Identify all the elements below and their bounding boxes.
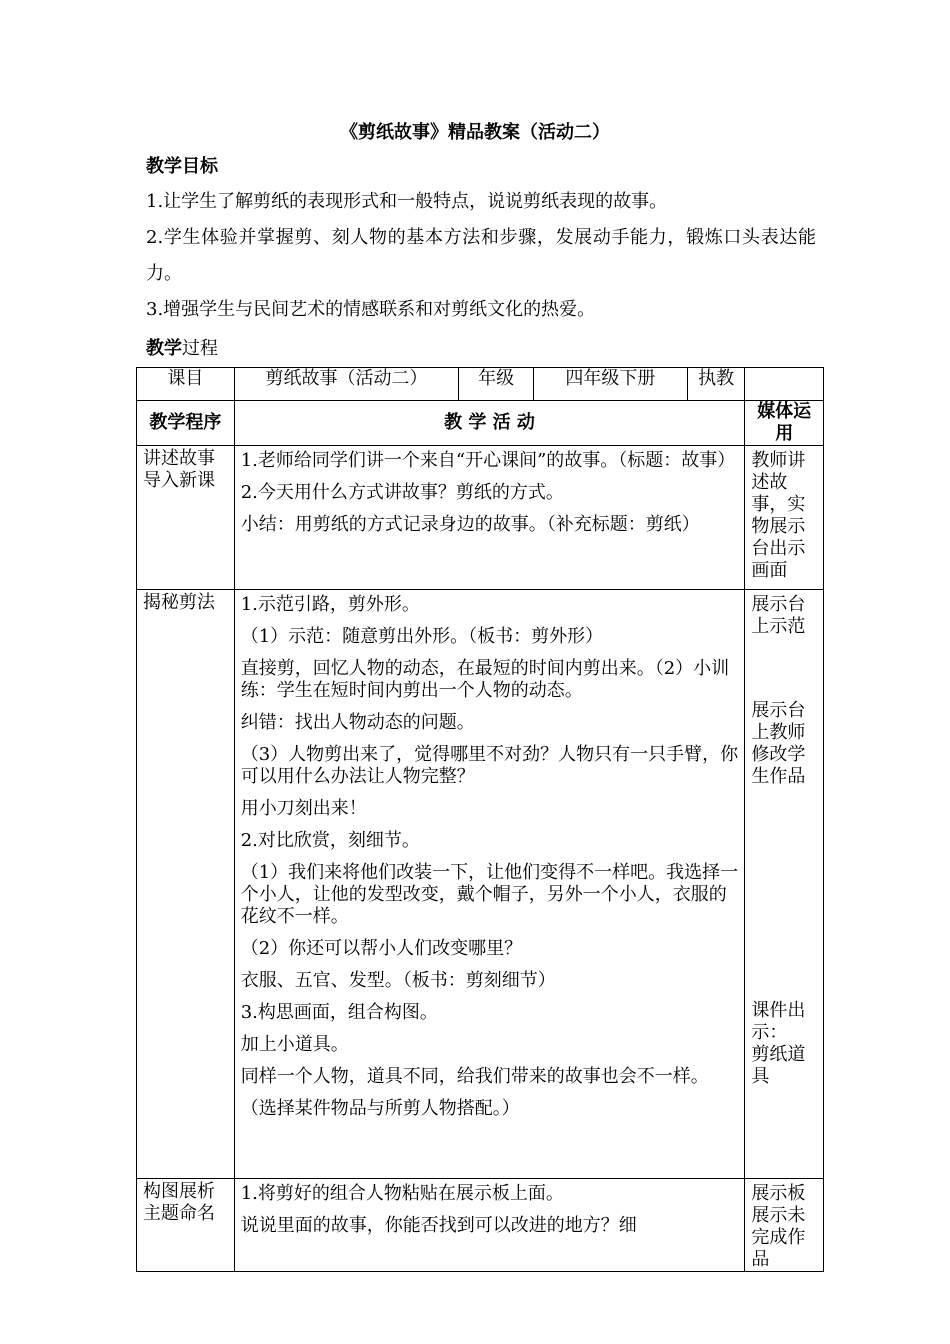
activity-line: 小结：用剪纸的方式记录身边的故事。（补充标题：剪纸） [240, 514, 700, 535]
process-heading-normal: 过程 [182, 338, 218, 359]
activity-line: （3）人物剪出来了，觉得哪里不对劲？人物只有一只手臂，你可以用什么办法让人物完整？ [240, 744, 739, 787]
activity-line: （选择某件物品与所剪人物搭配。） [240, 1098, 520, 1119]
activity-line: 纠错：找出人物动态的问题。 [240, 712, 475, 733]
activity-line: 用小刀刻出来！ [240, 798, 367, 819]
media-line: 展示台上示范 [751, 594, 806, 637]
process-heading [146, 334, 218, 360]
procedure-header: 教学程序 [137, 401, 235, 446]
activity-line: 直接剪，回忆人物的动态，在最短的时间内剪出来。（2）小训练：学生在短时间内剪出一个人物的动态。 [240, 658, 730, 701]
media-line: 课件出示： [751, 1000, 806, 1043]
teacher-value [745, 368, 824, 401]
media-line: 展示板展示未完成作品 [751, 1183, 806, 1270]
process-heading-bold: 教学 [146, 338, 182, 359]
media-header: 媒体运用 [745, 401, 824, 446]
grade-label: 年级 [459, 368, 534, 401]
lesson-plan-table [136, 367, 824, 1272]
grade-value: 四年级下册 [533, 368, 687, 401]
media-line: 展示台上教师修改学生作品 [751, 700, 806, 787]
activity-line: 加上小道具。 [240, 1034, 349, 1055]
course-info-row [137, 368, 824, 401]
table-row [137, 590, 824, 1179]
activity-line: 3.构思画面，组合构图。 [240, 1002, 438, 1023]
course-label: 课目 [137, 368, 235, 401]
course-value: 剪纸故事（活动二） [234, 368, 459, 401]
activity-line: （2）你还可以帮小人们改变哪里？ [240, 938, 523, 959]
activity-line: 2.对比欣赏，刻细节。 [240, 830, 420, 851]
teacher-label: 执教 [687, 368, 744, 401]
document-title: 《剪纸故事》精品教案（活动二） [340, 122, 610, 143]
media-cell [745, 590, 824, 1179]
activity-line: 说说里面的故事，你能否找到可以改进的地方？细 [240, 1215, 637, 1236]
media-cell [745, 1179, 824, 1272]
stage-cell: 讲述故事导入新课 [137, 446, 235, 590]
objective-item: 1.让学生了解剪纸的表现形式和一般特点，说说剪纸表现的故事。 [146, 191, 668, 212]
activity-line: 1.老师给同学们讲一个来自“开心课间”的故事。（标题：故事） [240, 450, 736, 471]
activity-line: 1.示范引路，剪外形。 [240, 594, 420, 615]
objectives-heading: 教学目标 [146, 156, 218, 177]
activity-cell [234, 590, 745, 1179]
activity-cell [234, 1179, 745, 1272]
objective-item: 2.学生体验并掌握剪、刻人物的基本方法和步骤，发展动手能力，锻炼口头表达能力。 [146, 227, 816, 284]
activity-cell [234, 446, 745, 590]
media-cell [745, 446, 824, 590]
table-row [137, 1179, 824, 1272]
activity-header: 教 学 活 动 [234, 401, 745, 446]
activity-line: 衣服、五官、发型。（板书：剪刻细节） [240, 970, 556, 991]
activity-line: 2.今天用什么方式讲故事？剪纸的方式。 [240, 482, 564, 503]
media-line: 剪纸道具 [751, 1044, 806, 1087]
stage-cell: 构图展析主题命名 [137, 1179, 235, 1272]
activity-line: （1）示范：随意剪出外形。（板书：剪外形） [240, 626, 604, 647]
stage-cell: 揭秘剪法 [137, 590, 235, 1179]
table-row [137, 446, 824, 590]
activity-line: 同样一个人物，道具不同，给我们带来的故事也会不一样。 [240, 1066, 709, 1087]
activity-line: 1.将剪好的组合人物粘贴在展示板上面。 [240, 1183, 564, 1204]
table-header-row [137, 401, 824, 446]
activity-line: （1）我们来将他们改装一下，让他们变得不一样吧。我选择一个小人，让他的发型改变，戴个帽子，另外一个小人，衣服的花纹不一样。 [240, 862, 739, 927]
objective-item: 3.增强学生与民间艺术的情感联系和对剪纸文化的热爱。 [146, 299, 596, 320]
media-line: 教师讲述故事，实物展示台出示画面 [751, 450, 806, 581]
